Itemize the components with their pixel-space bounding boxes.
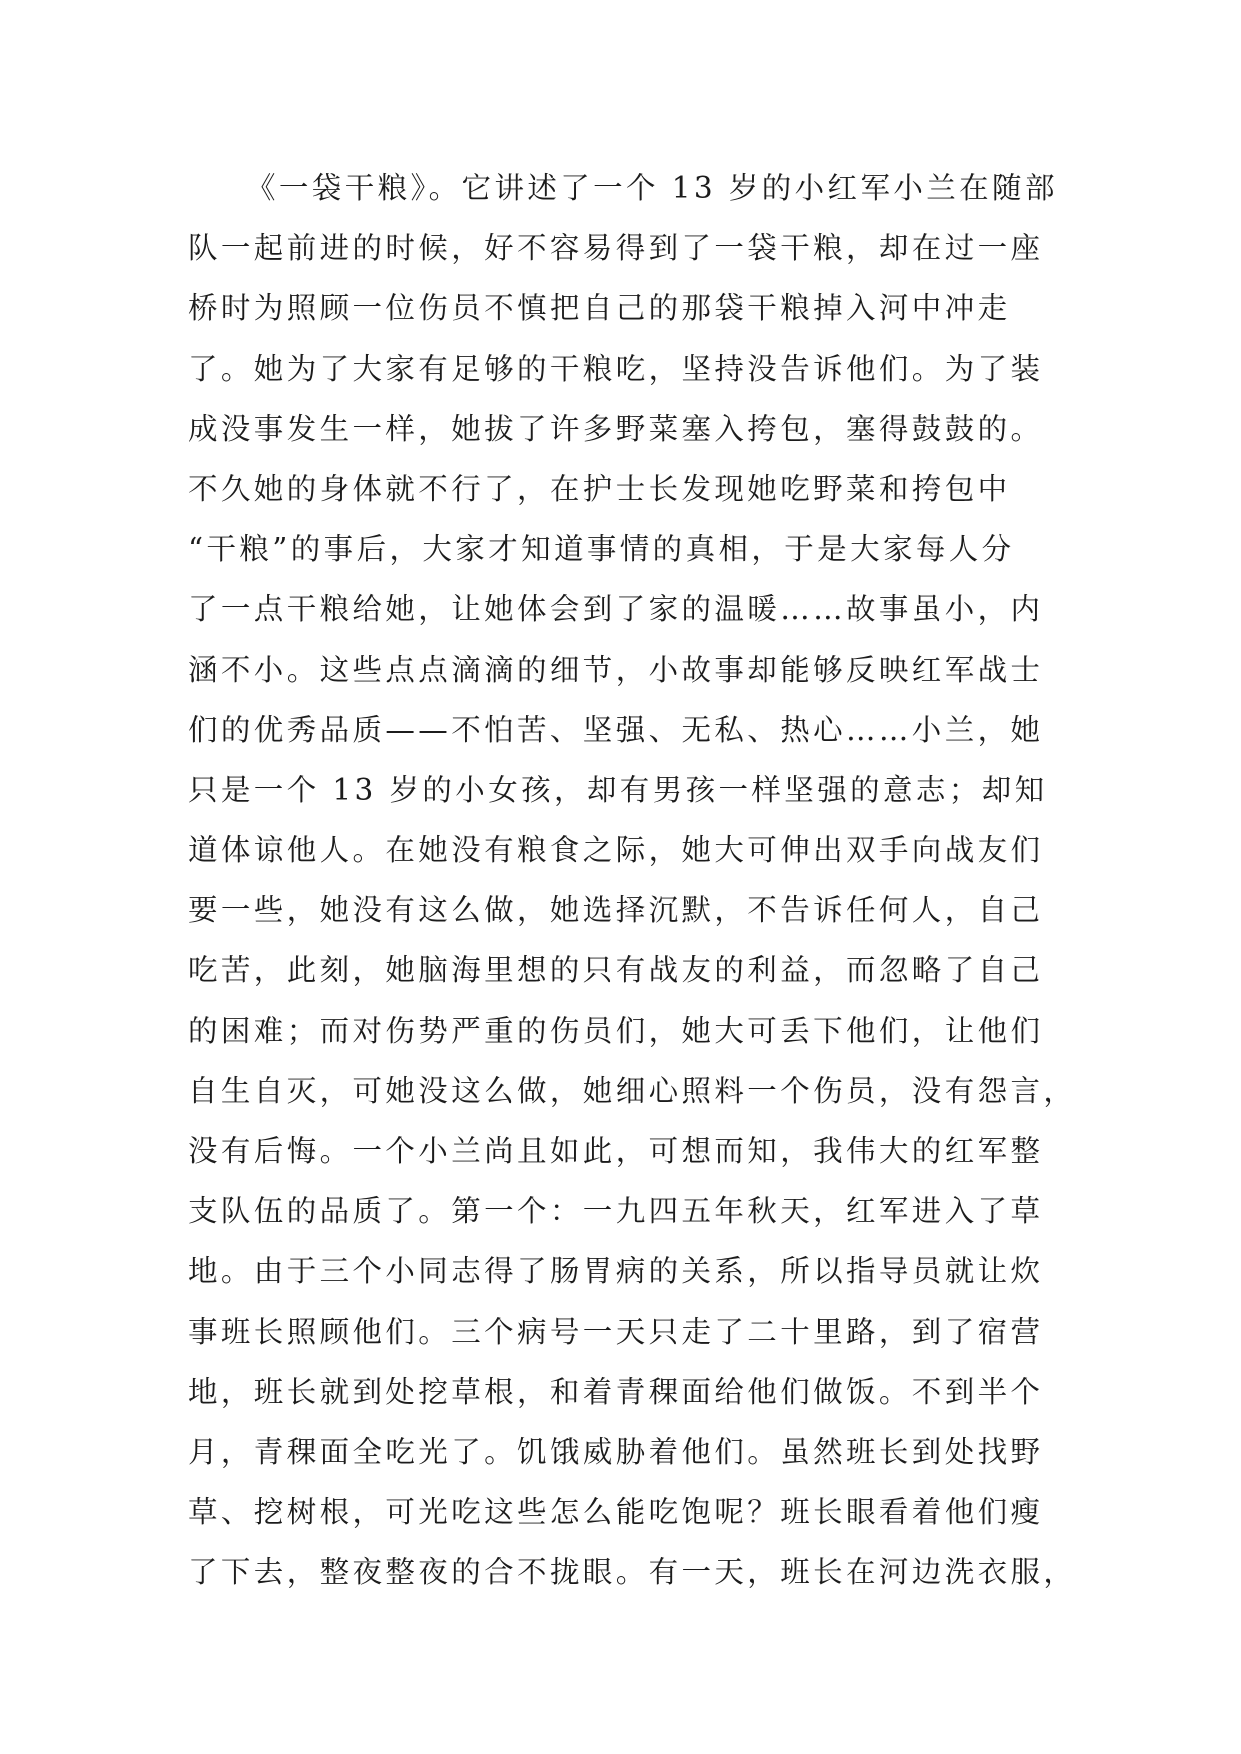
text-line: 草、挖树根，可光吃这些怎么能吃饱呢？班长眼看着他们瘦 <box>188 1495 1044 1530</box>
text-line: 了一点干粮给她，让她体会到了家的温暖……故事虽小，内 <box>188 592 1044 627</box>
text-line: 吃苦，此刻，她脑海里想的只有战友的利益，而忽略了自己 <box>188 953 1044 988</box>
text-line: 队一起前进的时候，好不容易得到了一袋干粮，却在过一座 <box>188 231 1044 266</box>
text-line: 《一袋干粮》。它讲述了一个 13 岁的小红军小兰在随部 <box>246 171 1058 205</box>
text-line: 不久她的身体就不行了，在护士长发现她吃野菜和挎包中 <box>188 471 1011 506</box>
text-line: 成没事发生一样，她拔了许多野菜塞入挎包，塞得鼓鼓的。 <box>188 411 1044 446</box>
text-line: 地，班长就到处挖草根，和着青稞面给他们做饭。不到半个 <box>188 1374 1044 1409</box>
text-line: 支队伍的品质了。第一个：一九四五年秋天，红军进入了草 <box>188 1194 1044 1229</box>
text-line: 们的优秀品质——不怕苦、坚强、无私、热心……小兰，她 <box>188 712 1044 747</box>
text-line: 道体谅他人。在她没有粮食之际，她大可伸出双手向战友们 <box>188 833 1044 868</box>
text-line: 只是一个 13 岁的小女孩，却有男孩一样坚强的意志；却知 <box>188 772 1048 807</box>
text-line: 事班长照顾他们。三个病号一天只走了二十里路，到了宿营 <box>188 1314 1044 1349</box>
text-line: 地。由于三个小同志得了肠胃病的关系，所以指导员就让炊 <box>188 1254 1044 1289</box>
text-line: 了下去，整夜整夜的合不拢眼。有一天，班长在河边洗衣服， <box>188 1555 1077 1590</box>
text-line: 桥时为照顾一位伤员不慎把自己的那袋干粮掉入河中冲走 <box>188 291 1011 326</box>
text-line: 没有后悔。一个小兰尚且如此，可想而知，我伟大的红军整 <box>188 1134 1044 1168</box>
text-line: 自生自灭，可她没这么做，她细心照料一个伤员，没有怨言， <box>188 1073 1077 1108</box>
body-paragraph <box>188 158 1077 1603</box>
text-line: 月，青稞面全吃光了。饥饿威胁着他们。虽然班长到处找野 <box>188 1434 1044 1469</box>
text-line: 要一些，她没有这么做，她选择沉默，不告诉任何人，自己 <box>188 893 1044 928</box>
text-line: 涵不小。这些点点滴滴的细节，小故事却能够反映红军战士 <box>188 652 1044 687</box>
text-line: 了。她为了大家有足够的干粮吃，坚持没告诉他们。为了装 <box>188 351 1044 386</box>
text-line: 的困难；而对伤势严重的伤员们，她大可丢下他们，让他们 <box>188 1013 1044 1048</box>
text-line: “干粮”的事后，大家才知道事情的真相，于是大家每人分 <box>188 532 1015 567</box>
